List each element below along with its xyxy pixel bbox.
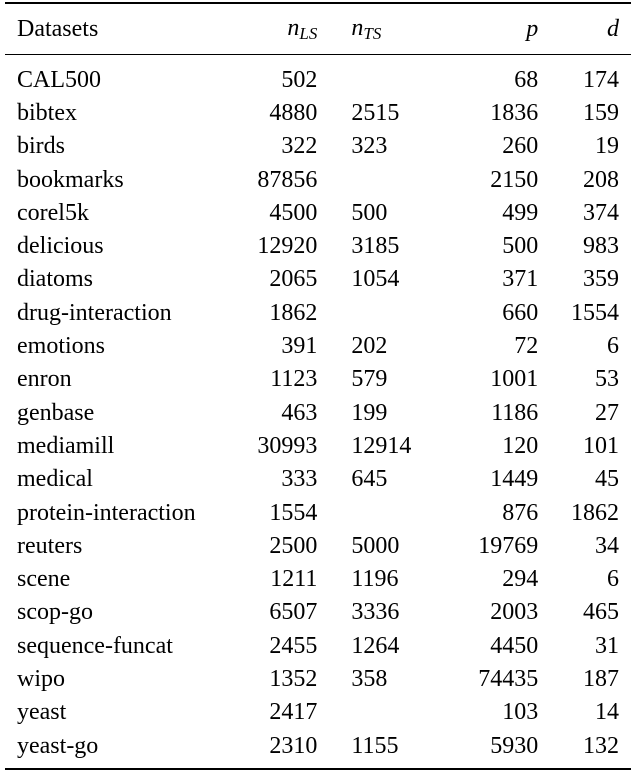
cell-dataset-name: birds bbox=[17, 133, 65, 160]
cell-d: 1862 bbox=[571, 499, 619, 526]
cell-dataset-name: diatoms bbox=[17, 266, 93, 293]
cell-n-ts bbox=[317, 696, 434, 729]
table-row bbox=[5, 96, 631, 129]
cell-p: 4450 bbox=[490, 632, 539, 659]
cell-p: 1836 bbox=[490, 99, 539, 126]
cell-n-ls: 333 bbox=[281, 466, 318, 493]
cell-n-ls: 1211 bbox=[270, 566, 318, 593]
cell-n-ls: 1554 bbox=[269, 499, 318, 526]
cell-d: 983 bbox=[583, 233, 619, 260]
cell-p: 500 bbox=[502, 233, 539, 260]
cell-n-ls: 30993 bbox=[257, 432, 318, 459]
header-n-ls bbox=[236, 3, 318, 55]
header-n-ts-sub: TS bbox=[363, 24, 382, 43]
cell-p: 5930 bbox=[490, 732, 539, 759]
cell-p: 294 bbox=[502, 566, 539, 593]
cell-n-ts: 323 bbox=[351, 133, 388, 160]
header-datasets: Datasets bbox=[17, 16, 99, 42]
cell-n-ls: 12920 bbox=[257, 233, 318, 260]
cell-n-ts: 1155 bbox=[351, 732, 399, 759]
cell-p: 1001 bbox=[490, 366, 539, 393]
table-row bbox=[5, 562, 631, 595]
cell-n-ls: 4500 bbox=[269, 199, 318, 226]
cell-d: 45 bbox=[595, 466, 619, 493]
cell-dataset-name: reuters bbox=[17, 532, 83, 559]
cell-d: 27 bbox=[595, 399, 619, 426]
cell-d: 208 bbox=[583, 166, 619, 193]
cell-p: 499 bbox=[502, 199, 539, 226]
cell-d: 465 bbox=[583, 599, 619, 626]
header-p-label: p bbox=[526, 16, 539, 42]
cell-p: 74435 bbox=[478, 665, 539, 692]
table-row bbox=[5, 130, 631, 163]
cell-d: 34 bbox=[595, 532, 619, 559]
table-row bbox=[5, 629, 631, 662]
cell-n-ts: 358 bbox=[351, 665, 388, 692]
cell-dataset-name: scop-go bbox=[17, 599, 93, 626]
cell-p: 19769 bbox=[478, 532, 539, 559]
cell-dataset-name: sequence-funcat bbox=[17, 632, 173, 659]
cell-n-ls: 2310 bbox=[269, 732, 318, 759]
cell-n-ls: 2065 bbox=[269, 266, 318, 293]
cell-n-ls: 4880 bbox=[269, 99, 318, 126]
cell-p: 260 bbox=[502, 133, 539, 160]
cell-n-ts: 1196 bbox=[351, 566, 399, 593]
table-row bbox=[5, 229, 631, 262]
cell-dataset-name: CAL500 bbox=[17, 66, 101, 93]
cell-dataset-name: mediamill bbox=[17, 432, 115, 459]
cell-d: 19 bbox=[595, 133, 619, 160]
cell-d: 132 bbox=[583, 732, 619, 759]
cell-n-ts bbox=[317, 55, 434, 97]
cell-n-ls: 391 bbox=[281, 333, 318, 360]
cell-n-ls: 1123 bbox=[270, 366, 318, 393]
cell-n-ls: 2500 bbox=[269, 532, 318, 559]
cell-p: 68 bbox=[514, 66, 539, 93]
table-header-row bbox=[5, 3, 631, 55]
cell-dataset-name: protein-interaction bbox=[17, 499, 196, 526]
cell-n-ts: 645 bbox=[351, 466, 388, 493]
header-d bbox=[538, 3, 631, 55]
cell-n-ts: 202 bbox=[351, 333, 388, 360]
cell-d: 14 bbox=[595, 699, 619, 726]
table-row bbox=[5, 396, 631, 429]
cell-n-ls: 322 bbox=[281, 133, 318, 160]
cell-d: 174 bbox=[583, 66, 619, 93]
cell-n-ts: 2515 bbox=[351, 99, 400, 126]
cell-d: 359 bbox=[583, 266, 619, 293]
cell-n-ts bbox=[317, 496, 434, 529]
cell-n-ls: 502 bbox=[281, 66, 318, 93]
table-row bbox=[5, 596, 631, 629]
table-row bbox=[5, 496, 631, 529]
cell-n-ts: 1054 bbox=[351, 266, 400, 293]
cell-n-ls: 1352 bbox=[269, 665, 318, 692]
table-row bbox=[5, 662, 631, 695]
cell-p: 371 bbox=[502, 266, 539, 293]
cell-dataset-name: bibtex bbox=[17, 99, 77, 126]
cell-n-ls: 463 bbox=[281, 399, 318, 426]
cell-dataset-name: enron bbox=[17, 366, 72, 393]
table-row bbox=[5, 163, 631, 196]
cell-dataset-name: bookmarks bbox=[17, 166, 124, 193]
header-p bbox=[435, 3, 539, 55]
cell-p: 2150 bbox=[490, 166, 539, 193]
cell-dataset-name: corel5k bbox=[17, 199, 89, 226]
table-row bbox=[5, 696, 631, 729]
header-n-ls-sub: LS bbox=[299, 24, 318, 43]
table-row bbox=[5, 429, 631, 462]
cell-n-ts: 579 bbox=[351, 366, 388, 393]
table-row bbox=[5, 529, 631, 562]
cell-p: 120 bbox=[502, 432, 539, 459]
cell-p: 660 bbox=[502, 299, 539, 326]
cell-dataset-name: medical bbox=[17, 466, 93, 493]
cell-n-ts bbox=[317, 163, 434, 196]
cell-dataset-name: genbase bbox=[17, 399, 95, 426]
cell-p: 876 bbox=[502, 499, 539, 526]
cell-dataset-name: scene bbox=[17, 566, 71, 593]
datasets-table-container bbox=[5, 2, 631, 770]
cell-d: 6 bbox=[607, 566, 619, 593]
cell-n-ts: 199 bbox=[351, 399, 388, 426]
cell-d: 1554 bbox=[571, 299, 619, 326]
cell-n-ts: 3336 bbox=[351, 599, 400, 626]
cell-n-ts: 1264 bbox=[351, 632, 400, 659]
cell-n-ts: 3185 bbox=[351, 233, 400, 260]
table-row bbox=[5, 729, 631, 769]
header-d-label: d bbox=[607, 16, 619, 42]
cell-p: 72 bbox=[514, 333, 539, 360]
cell-p: 103 bbox=[502, 699, 539, 726]
table-row bbox=[5, 329, 631, 362]
cell-d: 374 bbox=[583, 199, 619, 226]
cell-p: 2003 bbox=[490, 599, 539, 626]
table-row bbox=[5, 463, 631, 496]
cell-n-ls: 6507 bbox=[269, 599, 318, 626]
cell-n-ls: 2455 bbox=[269, 632, 318, 659]
cell-d: 159 bbox=[583, 99, 619, 126]
cell-dataset-name: drug-interaction bbox=[17, 299, 172, 326]
table-row bbox=[5, 363, 631, 396]
table-row bbox=[5, 263, 631, 296]
cell-d: 53 bbox=[595, 366, 619, 393]
cell-n-ls: 2417 bbox=[269, 699, 318, 726]
cell-n-ls: 1862 bbox=[269, 299, 318, 326]
cell-d: 6 bbox=[607, 333, 619, 360]
header-n-ts bbox=[317, 3, 434, 55]
cell-n-ls: 87856 bbox=[257, 166, 318, 193]
cell-p: 1186 bbox=[491, 399, 539, 426]
cell-n-ts: 12914 bbox=[351, 432, 412, 459]
cell-dataset-name: emotions bbox=[17, 333, 105, 360]
datasets-table bbox=[5, 2, 631, 770]
table-row bbox=[5, 196, 631, 229]
cell-dataset-name: wipo bbox=[17, 665, 65, 692]
cell-n-ts: 500 bbox=[351, 199, 388, 226]
cell-dataset-name: delicious bbox=[17, 233, 104, 260]
cell-d: 101 bbox=[583, 432, 619, 459]
cell-n-ts bbox=[317, 296, 434, 329]
header-n-ts-base: n bbox=[351, 15, 364, 41]
cell-dataset-name: yeast bbox=[17, 699, 67, 726]
header-n-ls-base: n bbox=[287, 15, 300, 41]
table-row bbox=[5, 296, 631, 329]
cell-n-ts: 5000 bbox=[351, 532, 400, 559]
cell-dataset-name: yeast-go bbox=[17, 732, 99, 759]
table-row bbox=[5, 55, 631, 97]
cell-p: 1449 bbox=[490, 466, 539, 493]
cell-d: 31 bbox=[595, 632, 619, 659]
cell-d: 187 bbox=[583, 665, 619, 692]
table-body bbox=[5, 55, 631, 770]
